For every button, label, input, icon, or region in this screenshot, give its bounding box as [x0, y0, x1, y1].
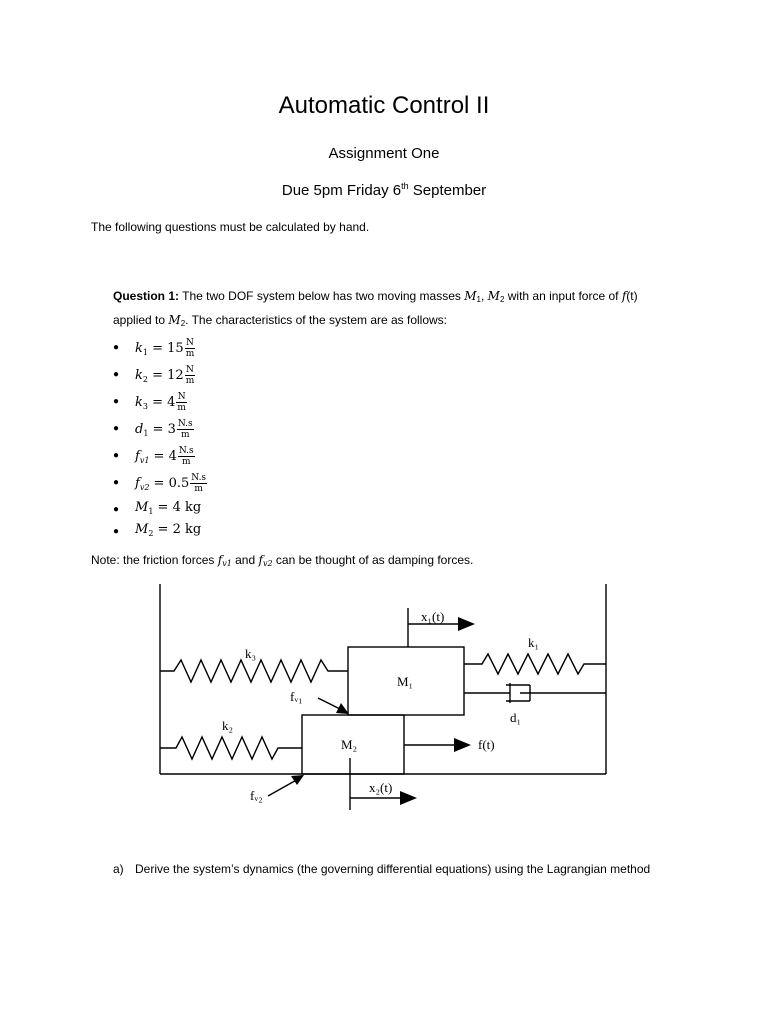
- note-text: Note: the friction forces fv1 and fv2 can be thought of as damping forces.: [91, 553, 474, 568]
- x1-arrowhead: [458, 617, 475, 631]
- mass-spring-diagram: [150, 578, 620, 818]
- label-m2: M₂: [341, 737, 358, 752]
- assignment-subtitle: Assignment One: [328, 145, 440, 162]
- label-fv2: fᵥ₂: [250, 788, 263, 803]
- spring-k2: [160, 737, 302, 759]
- due-date: Due 5pm Friday 6th September: [281, 181, 487, 199]
- x2-arrowhead: [400, 791, 417, 805]
- document-title: Automatic Control II: [278, 92, 490, 119]
- label-k1: k₁: [528, 635, 540, 650]
- question-1-text: Question 1: The two DOF system below has two moving masses M1, M2 with an input force of f(t) applied to M2. The characteristics of the system are as follows:: [113, 289, 638, 328]
- label-ft: f(t): [478, 737, 495, 752]
- part-a-label: a): [113, 862, 124, 876]
- label-d1: d₁: [510, 710, 522, 725]
- force-arrowhead: [454, 738, 471, 752]
- label-x1: x₁(t): [421, 609, 445, 624]
- label-m1: M₁: [397, 674, 414, 689]
- question-1-label: Question 1:: [113, 289, 180, 303]
- part-a-text: Derive the system’s dynamics (the governing differential equations) using the Lagrangian method: [135, 862, 651, 876]
- spring-k1: [464, 654, 606, 674]
- fv2-arrowhead: [291, 775, 304, 785]
- intro-text: The following questions must be calculated by hand.: [91, 220, 370, 234]
- label-k2: k₂: [222, 718, 234, 733]
- label-k3: k₃: [245, 646, 257, 661]
- spring-k3: [160, 660, 348, 682]
- label-x2: x₂(t): [369, 780, 393, 795]
- damper-d1: [464, 683, 606, 703]
- label-fv1: fᵥ₁: [290, 689, 303, 704]
